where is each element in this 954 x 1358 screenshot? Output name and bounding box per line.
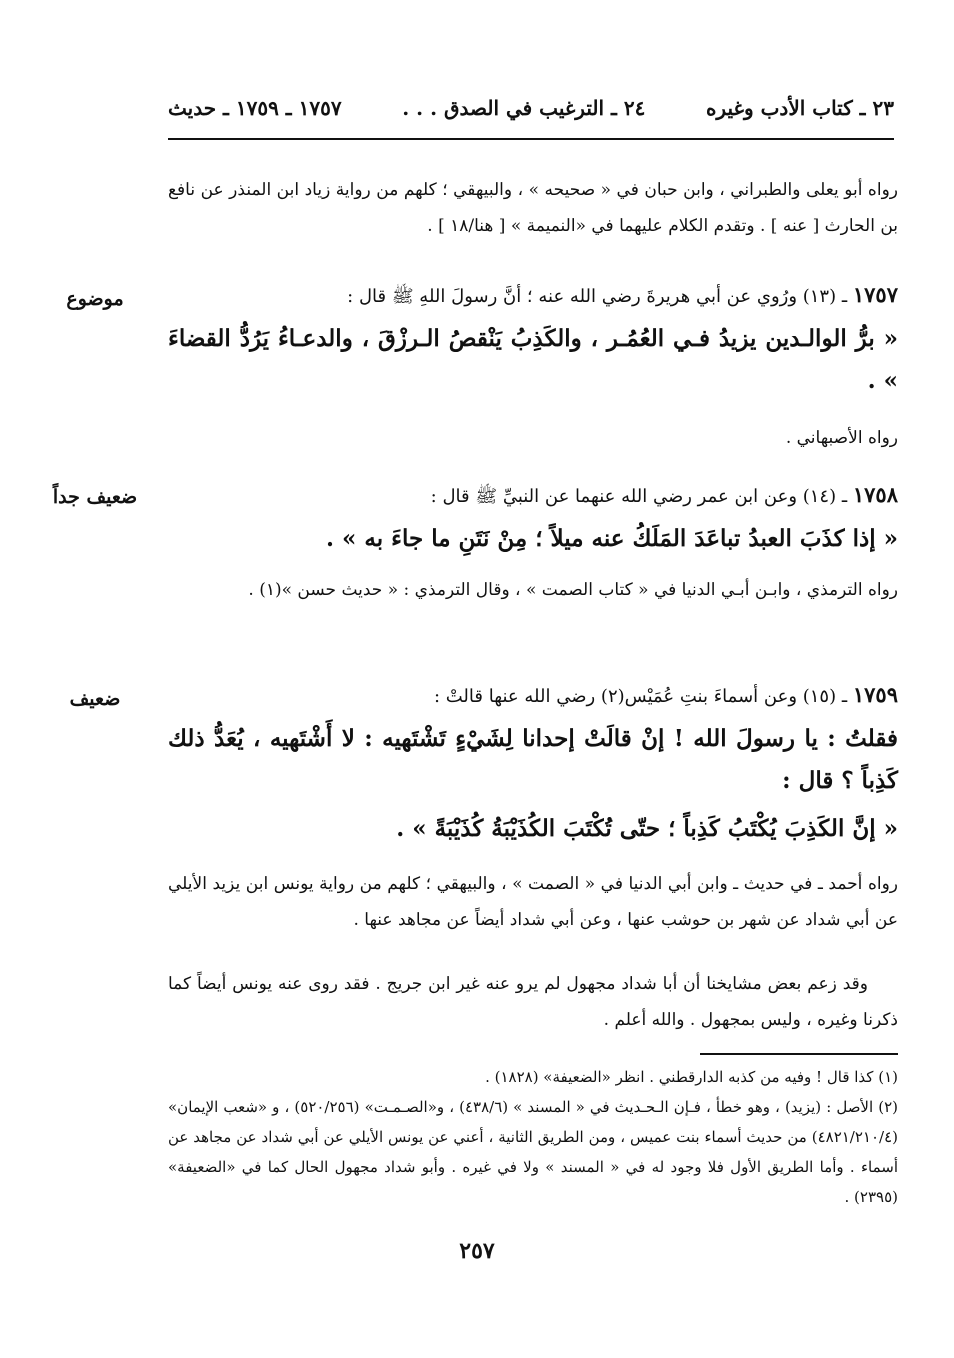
page-number: ٢٥٧ [459,1238,495,1264]
header-rule [168,138,894,140]
header-hadith-range: ١٧٥٧ ـ ١٧٥٩ ـ حديث [168,96,342,120]
footnote-2: (٢) الأصل : (يزيد) ، وهو خطأ ، فـإن الـحـديث في « المسند » (٤٣٨/٦) ، و«الصـمـت» (٥٢٠/٢٥٦) ، و «شعب الإيمان» (٤٨٢١/٢١٠/٤) من حديث أسماء بنت عميس ، ومن الطريق الثانية ، أعني عن يونس الأيلي عن أبي شداد عن مجاهد عن أسماء . وأما الطريق الأول فلا وجود له في « المسند » ولا في غيره . وأبو شداد مجهول الحال كما في «الضعيفة» (٢٣٩٥) . [168,1098,899,1206]
hadith-number-1758: ١٧٥٨ [852,482,898,507]
hadith-1758-source: رواه الترمذي ، وابـن أبـي الدنيا في « كتاب الصمت » ، وقال الترمذي : « حديث حسن »(١) . [248,580,898,600]
grade-label-1758: ضعيف جداً [52,486,138,508]
hadith-1759-text: فقلتُ : يا رسولَ الله ! إنْ قالَتْ إحدانا لِشَيْءٍ تَشْتَهيه : لا أَشْتَهيه ، يُعَدُّ ذلك كَذِباً ؟ قال : [168,725,898,794]
hadith-1757-intro-line [168,276,898,316]
hadith-1758-intro: ـ (١٤) وعن ابن عمر رضي الله عنهما عن النبيِّ ﷺ قال : [430,486,848,507]
hadith-number-1759: ١٧٥٩ [852,682,898,707]
intro-paragraph: رواه أبو يعلى والطبراني ، وابن حبان في « صحيحه » ، والبيهقي ؛ كلهم من رواية زياد ابن المنذر عن نافع بن الحارث [ عنه ] . وتقدم الكلام عليهما في «النميمة » [ هنا/١٨ ] . [168,180,898,236]
running-header [168,90,894,126]
hadith-number-1757: ١٧٥٧ [852,282,898,307]
hadith-1757-text: « برُّ الوالـدين يزيدُ فـي العُمُـر ، والكَذِبُ يَنْقصُ الـرزْقَ ، والدعـاءُ يَرُدُّ القضاءَ » . [168,325,898,394]
hadith-1759-intro-line [168,676,898,716]
hadith-1758-text: « إذا كذَبَ العبدُ تباعَدَ المَلَكُ عنه ميلاً ؛ مِنْ نَتَنِ ما جاءَ به » . [326,525,898,552]
grade-label-1757: موضوع [66,288,124,310]
header-chapter: ٢٣ ـ كتاب الأدب وغيره [705,96,894,120]
footnote-rule [700,1053,898,1055]
grade-label-1759: ضعيف [69,688,121,710]
footnote-1: (١) كذا قال ! وفيه من كذبه الدارقطني . انظر «الضعيفة» (١٨٢٨) . [485,1068,898,1086]
hadith-1757-intro: ـ (١٣) ورُوي عن أبي هريرةَ رضي الله عنه ؛ أنَّ رسولَ اللهِ ﷺ قال : [347,286,848,307]
header-section: ٢٤ ـ الترغيب في الصدق . . . [402,96,646,120]
footnotes [168,1062,898,1212]
hadith-1759-intro: ـ (١٥) وعن أسماءَ بنتِ عُمَيْس(٢) رضي الله عنها قالتْ : [433,686,848,707]
hadith-1759-note: وقد زعم بعض مشايخنا أن أبا شداد مجهول لم يرو عنه غير ابن جريج . فقد روى عنه يونس أيضاً كما ذكرنا وغيره ، وليس بمجهول . والله أعلم . [168,974,898,1030]
hadith-1759-text-2: « إنَّ الكَذِبَ يُكْتَبُ كَذِباً ؛ حتّى تُكْتَبَ الكُذَيْبَةُ كُذَيْبَةً » . [396,815,898,842]
hadith-1759-source: رواه أحمد ـ في حديث ـ وابن أبي الدنيا في « الصمت » ، والبيهقي ؛ كلهم من رواية يونس ابن يزيد الأيلي عن أبي شداد عن شهر بن حوشب عنها ، وعن أبي شداد أيضاً عن مجاهد عنها . [168,874,898,930]
hadith-1758-intro-line [168,476,898,516]
hadith-1757-source: رواه الأصبهاني . [785,428,898,448]
